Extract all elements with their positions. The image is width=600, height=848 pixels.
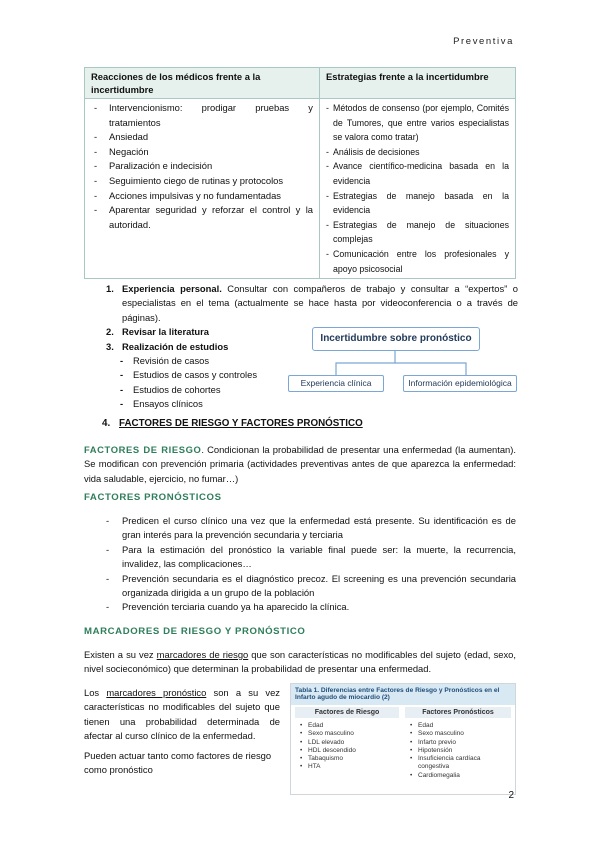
study-type-item: - Revisión de casos bbox=[106, 354, 518, 368]
list-item: 1. Experiencia personal. Consultar con compañeros de trabajo y consultar a “expertos” o especialistas en el tema (actualmente se hace hasta por videoconferencia o a través de páginas). bbox=[106, 283, 519, 323]
strategy-item: - Avance científico-medicina basada en la evidencia bbox=[326, 159, 509, 188]
table1-header-risk: Factores de Riesgo bbox=[295, 707, 399, 718]
table-cell: • Edad bbox=[299, 722, 399, 730]
risk-factors-paragraph: FACTORES DE RIESGO. Condicionan la probabilidad de presentar una enfermedad (la aumentan). Se modifican con prevención primaria (actividades preventivas antes de que aparezca la enfermedad: vida saludable, ejercicio, no fumar…) bbox=[84, 444, 517, 484]
list-item: 3. Realización de estudios bbox=[106, 340, 229, 352]
list-item: - Predicen el curso clínico una vez que la enfermedad está presente. Su identificación es de gran interés para la prevención secundaria y terciaria bbox=[103, 514, 516, 543]
list-item: 2. Revisar la literatura bbox=[106, 326, 210, 338]
strategy-item: - Estrategias de manejo de situaciones complejas bbox=[326, 218, 509, 247]
table-cell: • Edad bbox=[409, 722, 509, 730]
table-cell: • Hipotensión bbox=[409, 747, 509, 755]
prognostic-factors-heading: FACTORES PRONÓSTICOS bbox=[84, 492, 222, 503]
uncertainty-diagram bbox=[288, 327, 518, 397]
markers-paragraph-2: Los marcadores pronóstico son a su vez características no modificables del sujeto que tienen una probabilidad determinada de afectar al curso clínico de la enfermedad. bbox=[84, 687, 280, 742]
markers-paragraph-3: Pueden actuar tanto como factores de riesgo como pronóstico bbox=[84, 750, 272, 776]
section-heading: 4. FACTORES DE RIESGO Y FACTORES PRONÓSTICO bbox=[102, 418, 363, 429]
strategy-item: - Métodos de consenso (por ejemplo, Comités de Tumores, que entre varios especialistas se valora como tratar) bbox=[326, 101, 509, 145]
reaction-item: - Aparentar seguridad y reforzar el control y la autoridad. bbox=[91, 203, 313, 232]
table-caption: Tabla 1. Diferencias entre Factores de Riesgo y Pronósticos en el Infarto agudo de miocardio (2) bbox=[291, 684, 515, 705]
table-cell: • HTA bbox=[299, 763, 399, 771]
reaction-item: - Acciones impulsivas y no fundamentadas bbox=[91, 189, 313, 204]
diagram-title: Incertidumbre sobre pronóstico bbox=[312, 327, 480, 351]
strategy-item: - Estrategias de manejo basada en la evidencia bbox=[326, 189, 509, 218]
reaction-item: - Seguimiento ciego de rutinas y protocolos bbox=[91, 174, 313, 189]
markers-paragraph-1: Existen a su vez marcadores de riesgo que son características no modificables del sujeto (edad, sexo, nivel socieconómico) que determinan la probabilidad de presentar una enfermedad. bbox=[84, 649, 516, 675]
reactions-cell bbox=[85, 99, 320, 279]
page-number: 2 bbox=[508, 790, 514, 801]
running-head: Preventiva bbox=[453, 36, 514, 47]
strategies-cell bbox=[320, 99, 516, 279]
table-header-strategies: Estrategias frente a la incertidumbre bbox=[320, 68, 516, 99]
risk-factors-label: FACTORES DE RIESGO bbox=[84, 444, 202, 455]
diagram-clinical-experience: Experiencia clínica bbox=[288, 375, 384, 392]
reaction-item: - Negación bbox=[91, 145, 313, 160]
table-cell: • Infarto previo bbox=[409, 739, 509, 747]
table-cell: • LDL elevado bbox=[299, 739, 399, 747]
table-header-reactions: Reacciones de los médicos frente a la incertidumbre bbox=[85, 68, 320, 99]
table-cell: • Tabaquismo bbox=[299, 755, 399, 763]
risk-prognostic-table-image bbox=[290, 683, 516, 795]
markers-heading: MARCADORES DE RIESGO Y PRONÓSTICO bbox=[84, 626, 306, 637]
study-type-item: - Estudios de cohortes bbox=[106, 383, 518, 397]
prognostic-factors-list bbox=[103, 514, 516, 615]
reaction-item: - Paralización e indecisión bbox=[91, 159, 313, 174]
table1-prognostic-column bbox=[409, 722, 509, 780]
study-type-item: - Estudios de casos y controles bbox=[106, 368, 518, 382]
table1-header-prognostic: Factores Pronósticos bbox=[405, 707, 511, 718]
strategy-item: - Análisis de decisiones bbox=[326, 145, 509, 160]
table-cell: • Cardiomegalia bbox=[409, 772, 509, 780]
strategy-item: - Comunicación entre los profesionales y apoyo psicosocial bbox=[326, 247, 509, 276]
list-item: - Prevención terciaria cuando ya ha aparecido la clínica. bbox=[103, 600, 516, 614]
list-item: - Para la estimación del pronóstico la variable final puede ser: la muerte, la recurrencia, invalidez, las complicaciones… bbox=[103, 543, 516, 572]
study-type-item: - Ensayos clínicos bbox=[106, 397, 518, 411]
diagram-epidemiological-info: Información epidemiológica bbox=[403, 375, 517, 392]
table1-risk-column bbox=[299, 722, 399, 772]
table-cell: • HDL descendido bbox=[299, 747, 399, 755]
table-cell: • Sexo masculino bbox=[409, 730, 509, 738]
table-cell: • Sexo masculino bbox=[299, 730, 399, 738]
table-cell: • Insuficiencia cardíaca congestiva bbox=[409, 755, 509, 772]
uncertainty-table bbox=[84, 67, 516, 279]
reaction-item: - Ansiedad bbox=[91, 130, 313, 145]
reaction-item: - Intervencionismo: prodigar pruebas y tratamientos bbox=[91, 101, 313, 130]
list-item: - Prevención secundaria es el diagnóstico precoz. El screening es una prevención secundaria organizada dirigida a un grupo de la población bbox=[103, 572, 516, 601]
